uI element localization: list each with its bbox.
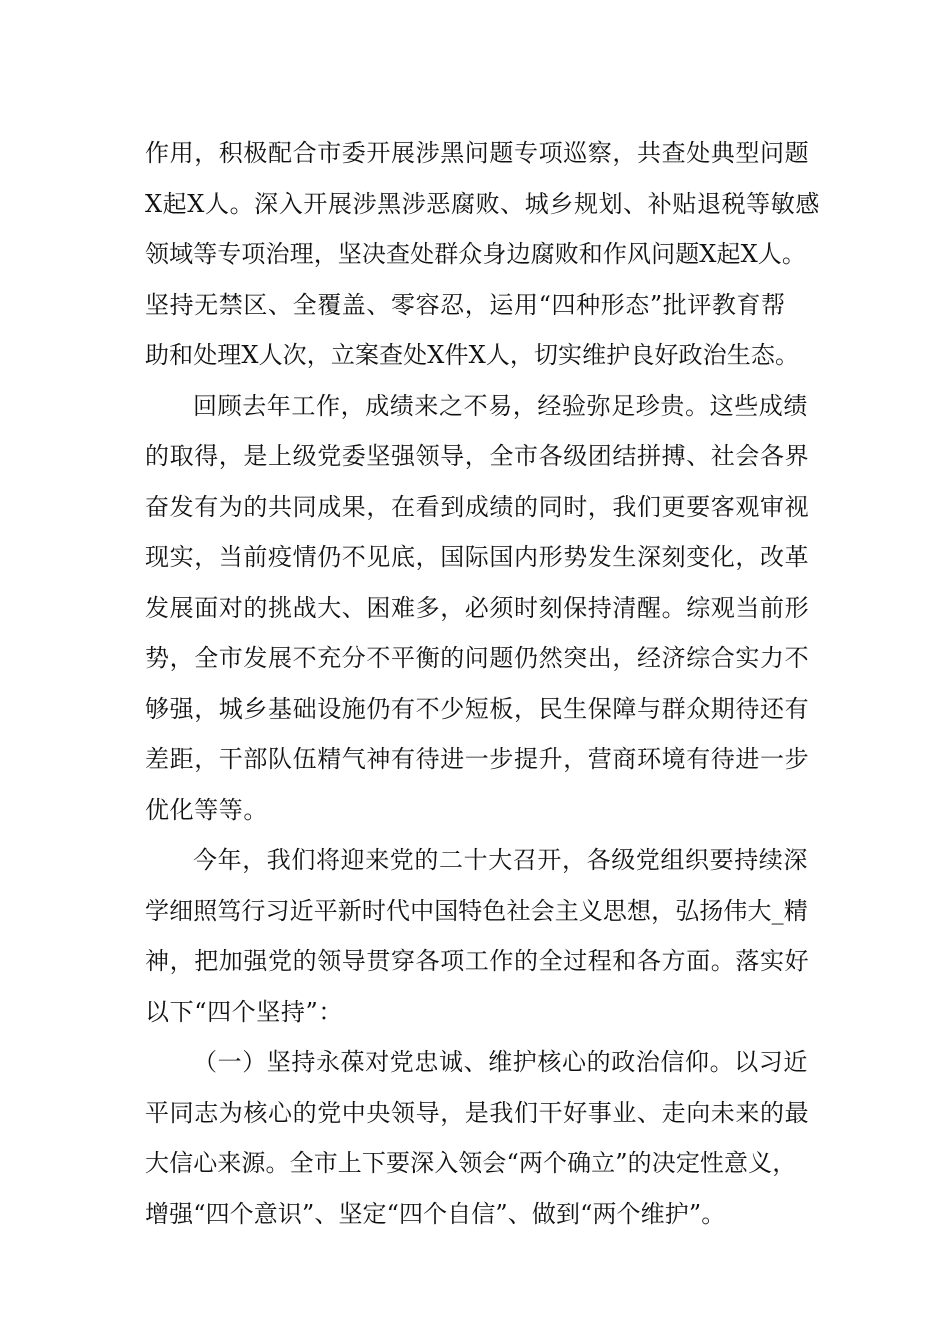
text-line: 够强，城乡基础设施仍有不少短板，民生保障与群众期待还有 bbox=[145, 694, 810, 723]
text-line: 奋发有为的共同成果，在看到成绩的同时，我们更要客观审视 bbox=[145, 492, 810, 521]
paragraph-first-line: 回顾去年工作，成绩来之不易，经验弥足珍贵。这些成绩 bbox=[193, 391, 808, 420]
text-line: 坚持无禁区、全覆盖、零容忍，运用“四种形态”批评教育帮 bbox=[145, 290, 786, 319]
text-line: 神，把加强党的领导贯穿各项工作的全过程和各方面。落实好 bbox=[145, 947, 810, 975]
section-heading-line: （一）坚持永葆对党忠诚、维护核心的政治信仰。以习近 bbox=[193, 1048, 808, 1076]
text-line: 现实，当前疫情仍不见底，国际国内形势发生深刻变化，改革 bbox=[145, 543, 810, 571]
document-body bbox=[145, 128, 820, 1239]
text-line: 的取得，是上级党委坚强领导，全市各级团结拼搏、社会各界 bbox=[145, 442, 810, 470]
text-line: 以下“四个坚持”： bbox=[145, 997, 343, 1026]
text-line: X起X人。深入开展涉黑涉恶腐败、城乡规划、补贴退税等敏感 bbox=[145, 189, 820, 218]
text-line: 差距，干部队伍精气神有待进一步提升，营商环境有待进一步 bbox=[145, 745, 810, 773]
text-line: 发展面对的挑战大、困难多，必须时刻保持清醒。综观当前形 bbox=[145, 593, 810, 622]
text-line: 学细照笃行习近平新时代中国特色社会主义思想，弘扬伟大_精 bbox=[145, 896, 808, 925]
text-line: 大信心来源。全市上下要深入领会“两个确立”的决定性意义， bbox=[145, 1149, 797, 1177]
text-line: 领域等专项治理，坚决查处群众身边腐败和作风问题X起X人。 bbox=[145, 240, 806, 268]
text-line: 增强“四个意识”、坚定“四个自信”、做到“两个维护”。 bbox=[145, 1199, 726, 1228]
text-line: 平同志为核心的党中央领导，是我们干好事业、走向未来的最 bbox=[145, 1098, 810, 1127]
text-line: 作用，积极配合市委开展涉黑问题专项巡察，共查处典型问题 bbox=[145, 139, 810, 167]
text-line: 助和处理X人次，立案查处X件X人，切实维护良好政治生态。 bbox=[145, 341, 800, 369]
text-line: 优化等等。 bbox=[145, 795, 268, 824]
paragraph-first-line: 今年，我们将迎来党的二十大召开，各级党组织要持续深 bbox=[193, 846, 808, 874]
text-line: 势，全市发展不充分不平衡的问题仍然突出，经济综合实力不 bbox=[145, 644, 810, 672]
